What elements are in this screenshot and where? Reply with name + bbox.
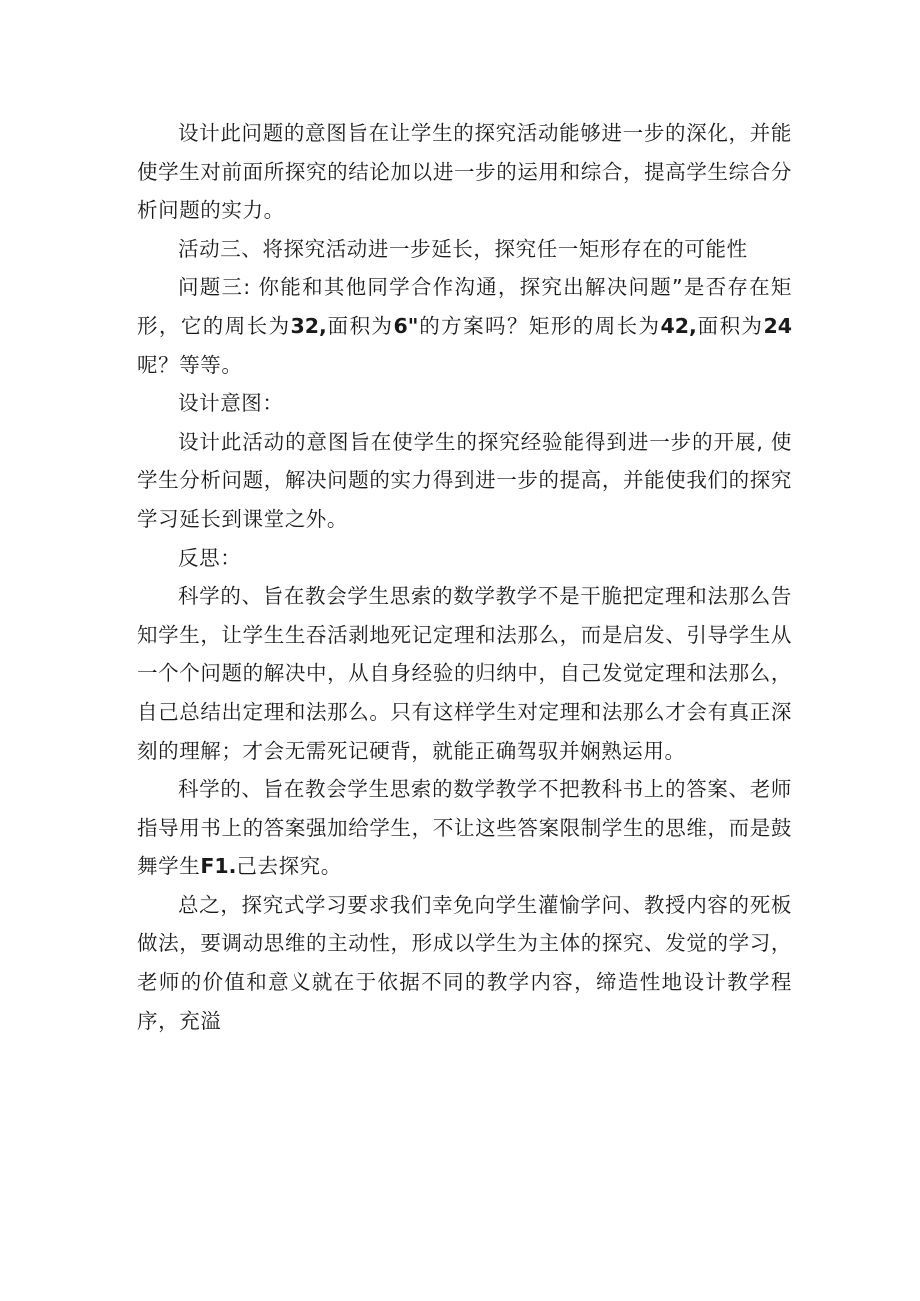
paragraph-reflection-1: 科学的、旨在教会学生思索的数学教学不是干脆把定理和法那么告知学生，让学生生吞活剥地死记定理和法那么，而是启发、引导学生从一个个问题的解决中，从自身经验的归纳中，自己发觉定理和法那么，自己总结出定理和法那么。只有这样学生对定理和法那么才会有真正深刻的理解；才会无需死记硬背，就能正确驾驭并娴熟运用。 [137, 584, 792, 763]
paragraph-activity-three: 活动三、将探究活动进一步延长，探究任一矩形存在的可能性 [178, 236, 748, 261]
perimeter-value-2: 42, [660, 313, 697, 338]
reflection-text-2: 己去探究。 [236, 854, 342, 879]
question-text-4: 面积为 [696, 313, 764, 338]
paragraph-reflection-2 [137, 770, 792, 886]
paragraph-design-intent-2: 设计此活动的意图旨在使学生的探究经验能得到进一步的开展, 使学生分析问题，解决问题的实力得到进一步的提高，并能使我们的探究学习延长到课堂之外。 [137, 429, 792, 531]
paragraph-summary: 总之，探究式学习要求我们幸免向学生灌愉学问、教授内容的死板做法，要调动思维的主动性，形成以学生为主体的探究、发觉的学习，老师的价值和意义就在于依据不同的教学内容，缔造性地设计教学程序，充溢 [137, 892, 792, 1033]
area-value-2: 24 [763, 313, 792, 338]
heading-reflection: 反思： [178, 545, 242, 570]
reflection-token: F1. [200, 854, 237, 879]
paragraph-question-three [137, 268, 792, 384]
question-text-2: 面积为 [326, 313, 394, 338]
perimeter-value-1: 32, [290, 313, 327, 338]
question-text-5: 呢？等等。 [137, 352, 243, 377]
heading-design-intent: 设计意图： [178, 391, 284, 416]
question-text-1: 问题三: 你能和其他同学合作沟通，探究出解决问题”是否存在矩形，它的周长为 [137, 275, 792, 338]
question-text-3: 的方案吗？矩形的周长为 [418, 313, 661, 338]
reflection-text-1: 科学的、旨在教会学生思索的数学教学不把教科书上的答案、老师指导用书上的答案强加给学生，不让这些答案限制学生的思维，而是鼓舞学生 [137, 777, 792, 879]
document-body [137, 114, 792, 1040]
area-value-1: 6" [393, 313, 419, 338]
paragraph-design-intent-1: 设计此问题的意图旨在让学生的探究活动能够进一步的深化，并能使学生对前面所探究的结论加以进一步的运用和综合，提高学生综合分析问题的实力。 [137, 121, 792, 223]
